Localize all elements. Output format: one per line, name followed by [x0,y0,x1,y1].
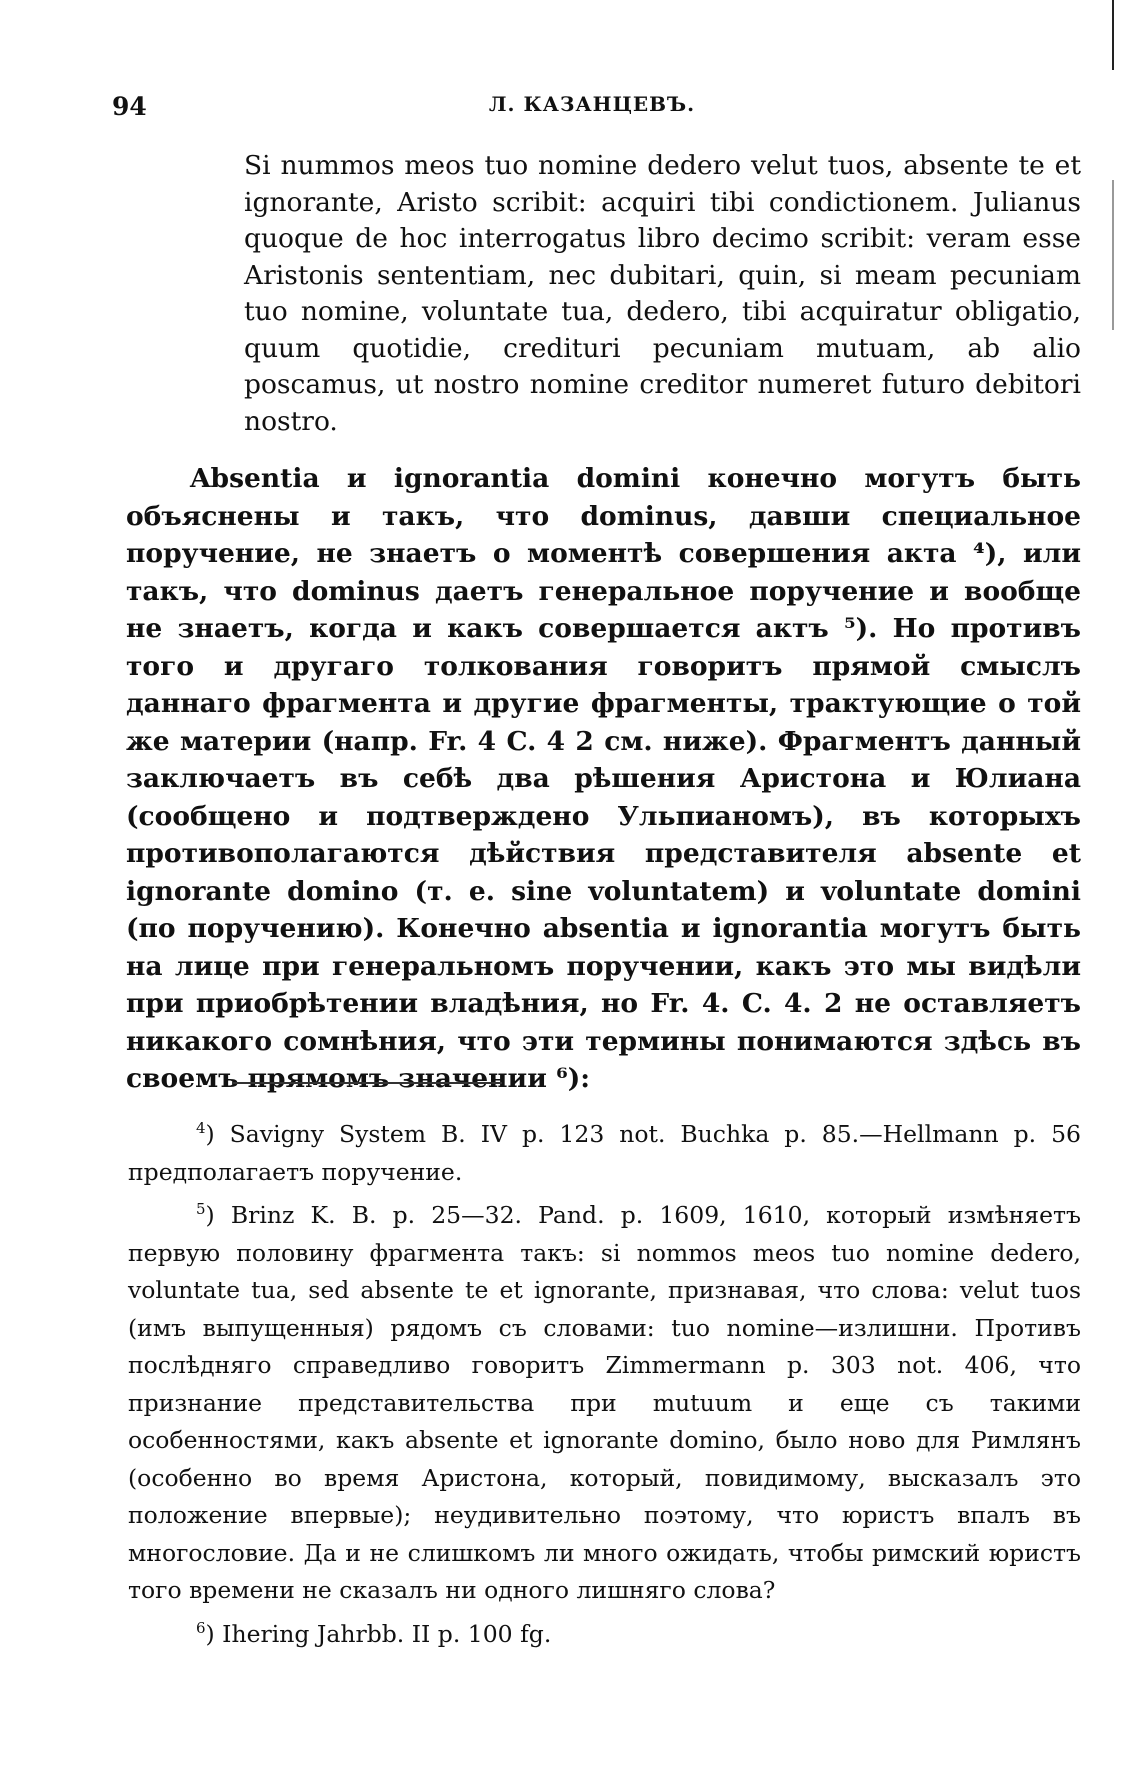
latin-quote [244,148,1081,440]
page-edge-line [1112,180,1114,330]
footnote-5 [128,1197,1081,1610]
main-paragraph: Absentia и ignorantia domini конечно могутъ быть объяснены и такъ, что dominus, давши специальное поручение, не знаетъ о моментѣ совершения акта ⁴), или такъ, что dominus даетъ генеральное поручение и вообще не знаетъ, когда и какъ совершается актъ ⁵). Но противъ того и другаго толкования говоритъ прямой смыслъ даннаго фрагмента и другие фрагменты, трактующие о той же материи (напр. Fr. 4 C. 4 2 см. ниже). Фрагментъ данный заключаетъ въ себѣ два рѣшения Аристона и Юлиана (сообщено и подтверждено Ульпианомъ), въ которыхъ противополагаются дѣйствия представителя absente et ignorante domino (т. е. sine voluntatem) и voluntate domini (по поручению). Конечно absentia и ignorantia могутъ быть на лице при генеральномъ поручении, какъ это мы видѣли при приобрѣтении владѣния, но Fr. 4. C. 4. 2 не оставляетъ никакого сомнѣния, что эти термины понимаются здѣсь въ своемъ прямомъ значении ⁶): [126,463,1081,1094]
latin-quote-text: Si nummos meos tuo nomine dedero velut tuos, absente te et ignorante, Aristo scribit: acquiri tibi condictionem. Julianus quoque de hoc interrogatus libro decimo scribit: veram esse Aristonis sententiam, nec dubitari, quin, si meam pecuniam tuo nomine, voluntate tua, dedero, tibi acquiratur obligatio, quum quotidie, credituri pecuniam mutuam, ab alio poscamus, ut nostro nomine creditor numeret futuro debitori nostro. [244,150,1081,437]
footnote-text: ) Savigny System B. IV p. 123 not. Buchka p. 85.—Hellmann p. 56 предполагаетъ поручение. [128,1120,1081,1186]
footnote-marker: 4 [196,1119,206,1138]
page-edge-line [1112,0,1114,70]
page-number: 94 [112,92,147,121]
footnote-marker: 5 [196,1200,206,1219]
footnote-text: ) Ihering Jahrbb. II p. 100 fg. [205,1619,552,1648]
page-header [112,92,1072,122]
running-title: Л. КАЗАНЦЕВЪ. [488,92,696,116]
footnotes [128,1116,1081,1659]
footnote-text: ) Brinz K. B. p. 25—32. Pand. p. 1609, 1610, который измѣняетъ первую половину фрагмента такъ: si nommos meos tuo nomine dedero, voluntate tua, sed absente te et ignorante, признавая, что слова: velut tuos (имъ выпущенныя) рядомъ съ словами: tuo nomine—излишни. Противъ послѣдняго справедливо говоритъ Zimmermann p. 303 not. 406, что признание представительства при mutuum и еще съ такими особенностями, какъ absente et ignorante domino, было ново для Римлянъ (особенно во время Аристона, который, повидимому, высказалъ это положение впервые); неудивительно поэтому, что юристъ впалъ въ многословие. Да и не слишкомъ ли много ожидать, чтобы римский юристъ того времени не сказалъ ни одного лишняго слова? [128,1201,1081,1604]
footnote-separator [232,1082,502,1084]
footnote-4 [128,1116,1081,1191]
footnote-marker: 6 [196,1618,206,1637]
footnote-6 [128,1616,1081,1654]
main-text [126,460,1081,1098]
